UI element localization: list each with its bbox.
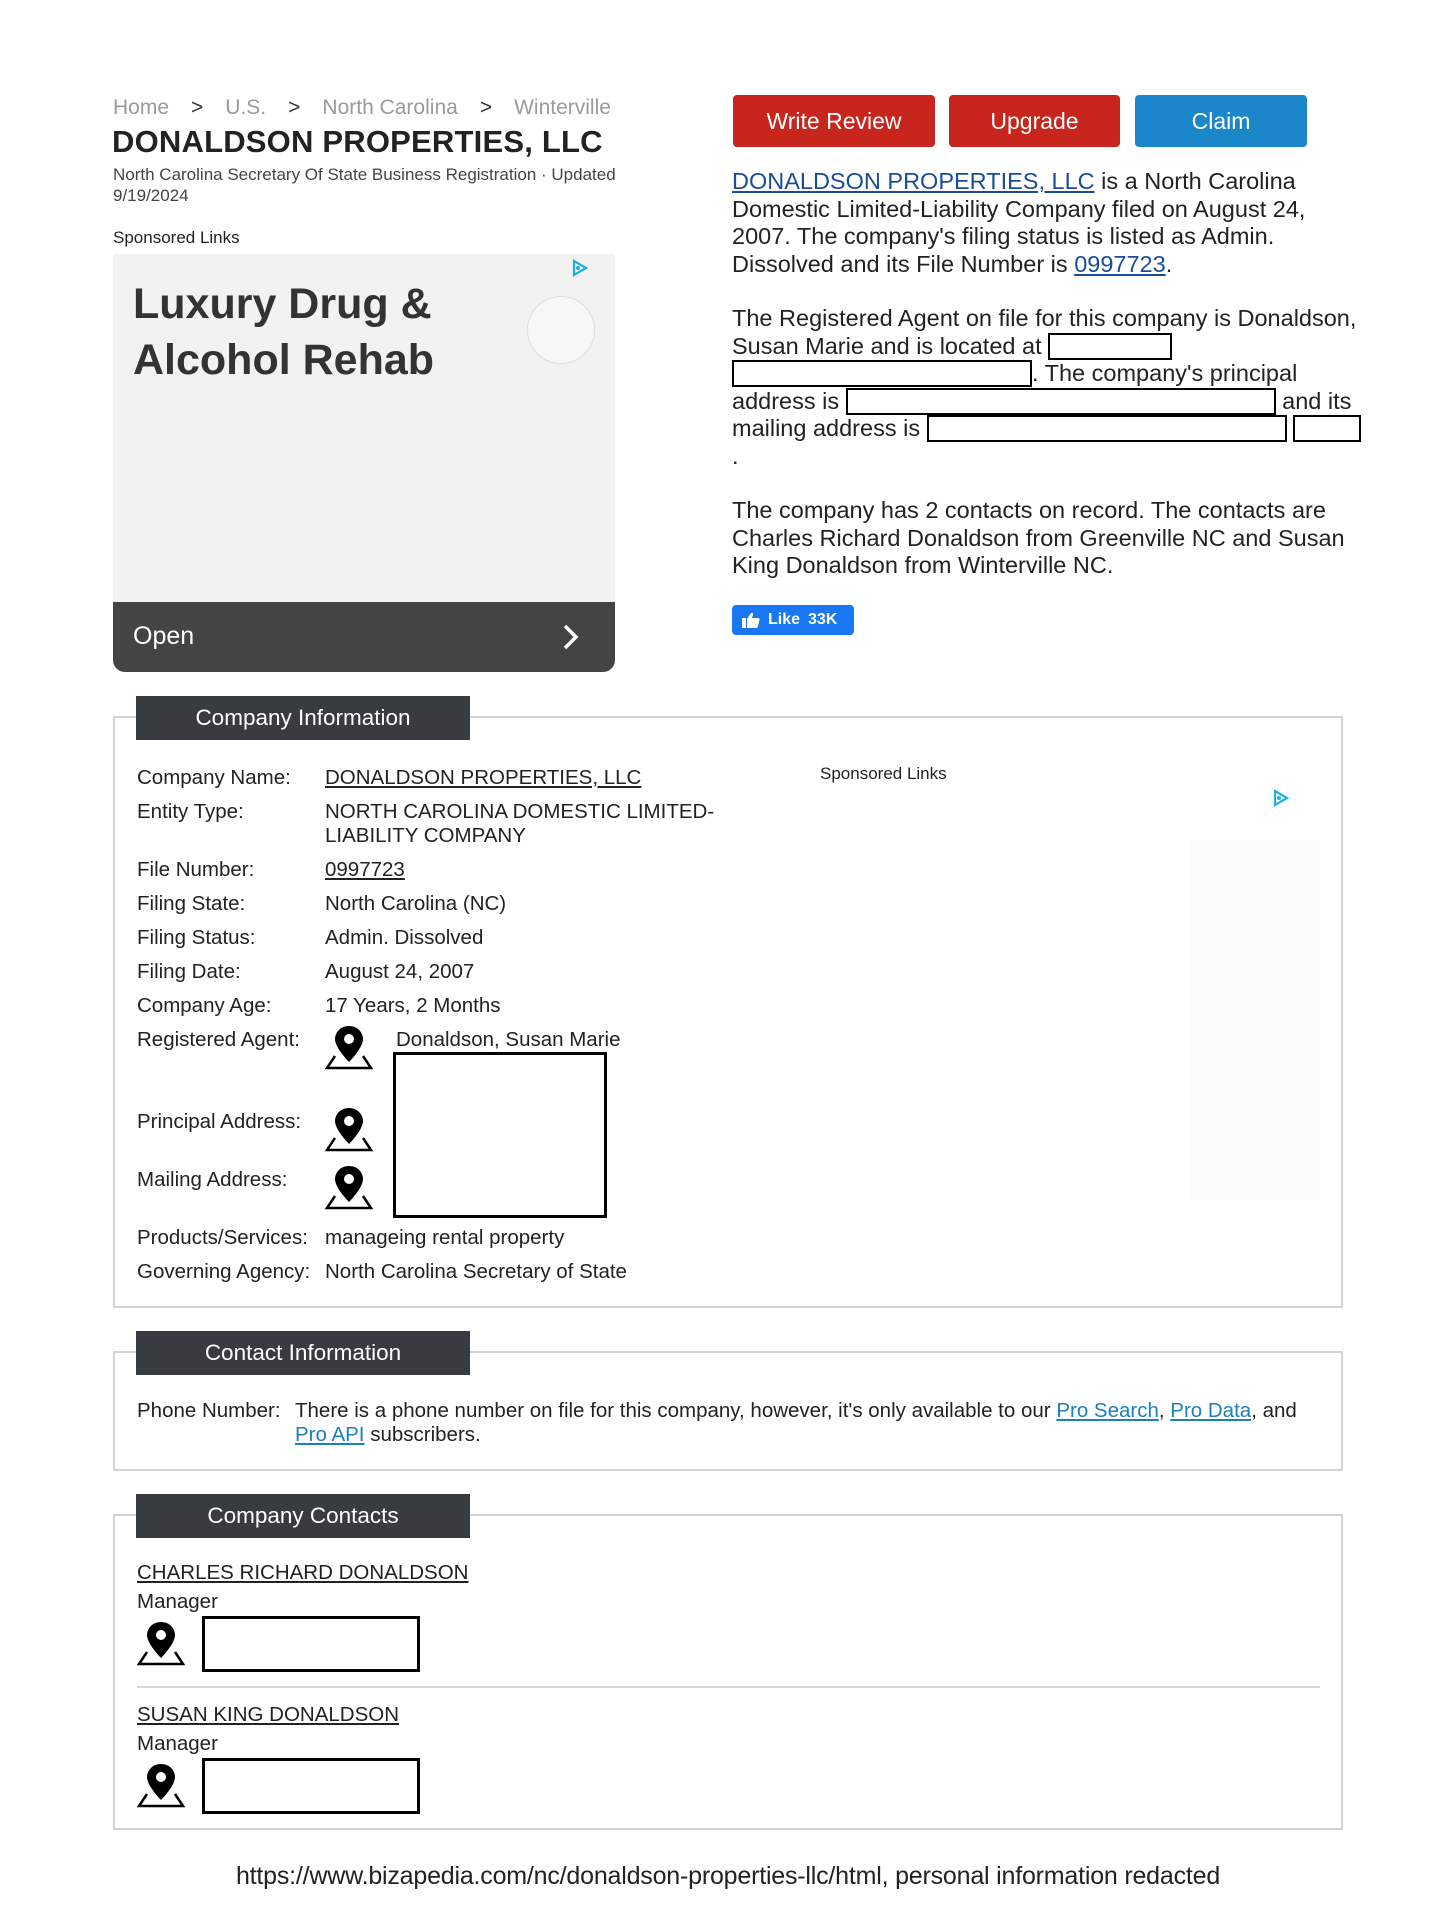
breadcrumb-separator: > [191, 96, 204, 119]
source-caption: https://www.bizapedia.com/nc/donaldson-properties-llc/html, personal information redacted [235, 1862, 1221, 1890]
filing-state-label: Filing State: [137, 892, 246, 915]
redacted-box [732, 360, 1032, 387]
governing-agency-label: Governing Agency: [137, 1260, 311, 1283]
company-age-label: Company Age: [137, 994, 272, 1017]
sidebar-ad[interactable] [1190, 840, 1320, 1200]
map-pin-icon[interactable] [324, 1024, 374, 1070]
redacted-address-box [202, 1758, 420, 1814]
map-pin-icon[interactable] [136, 1620, 186, 1666]
filing-state-value: North Carolina (NC) [325, 892, 507, 915]
summary-text: and its mailing address is [732, 387, 1352, 441]
company-name-link[interactable]: DONALDSON PROPERTIES, LLC [732, 168, 1095, 194]
like-label: Like [768, 611, 801, 628]
thumbs-up-icon [742, 612, 760, 628]
registered-agent-label: Registered Agent: [137, 1028, 300, 1051]
governing-agency-value: North Carolina Secretary of State [325, 1260, 627, 1283]
phone-note-text: , [1158, 1399, 1171, 1422]
breadcrumb-separator: > [479, 96, 493, 119]
breadcrumb-city[interactable]: Winterville [514, 96, 611, 119]
contact-role: Manager [137, 1732, 218, 1755]
contact-name-link[interactable]: CHARLES RICHARD DONALDSON [137, 1561, 469, 1584]
summary-paragraph [732, 168, 1362, 278]
entity-type-label: Entity Type: [137, 800, 244, 823]
breadcrumb [113, 96, 611, 120]
redacted-box [927, 415, 1287, 442]
ad-open-bar[interactable] [113, 602, 615, 672]
sponsored-links-label: Sponsored Links [820, 764, 947, 783]
filing-date-label: Filing Date: [137, 960, 241, 983]
ad-title: Luxury Drug & Alcohol Rehab [133, 280, 435, 384]
company-age-value: 17 Years, 2 Months [325, 994, 501, 1017]
summary-paragraph [732, 305, 1362, 470]
map-pin-icon[interactable] [136, 1762, 186, 1808]
write-review-button[interactable]: Write Review [733, 95, 935, 147]
redacted-box [1048, 333, 1172, 360]
adchoices-icon[interactable] [1271, 788, 1291, 808]
filing-date-value: August 24, 2007 [325, 960, 475, 983]
phone-note-text: subscribers. [364, 1423, 481, 1446]
summary-paragraph: The company has 2 contacts on record. The contacts are Charles Richard Donaldson from Greenville NC and Susan King Donaldson from Winterville NC. [732, 497, 1345, 578]
company-summary [732, 168, 1362, 607]
pro-api-link[interactable]: Pro API [295, 1423, 365, 1446]
products-services-value: manageing rental property [325, 1226, 565, 1249]
page-subtitle: North Carolina Secretary Of State Business Registration · Updated 9/19/2024 [113, 165, 616, 205]
phone-note-text: , and [1251, 1399, 1297, 1422]
breadcrumb-state[interactable]: North Carolina [322, 96, 458, 119]
entity-type-value: NORTH CAROLINA DOMESTIC LIMITED-LIABILITY COMPANY [325, 800, 715, 847]
chevron-right-icon [555, 622, 585, 652]
claim-button[interactable]: Claim [1135, 95, 1307, 147]
summary-text: . The company's principal address is [732, 360, 1298, 414]
ad-banner[interactable] [113, 254, 615, 672]
contact-information-header: Contact Information [136, 1331, 470, 1375]
filing-status-value: Admin. Dissolved [325, 926, 484, 949]
file-number-link[interactable]: 0997723 [1074, 250, 1166, 277]
page-title: DONALDSON PROPERTIES, LLC [112, 124, 603, 159]
like-count: 33K [808, 611, 838, 628]
phone-number-label: Phone Number: [137, 1399, 281, 1422]
phone-number-value [295, 1399, 1325, 1447]
adchoices-icon[interactable] [570, 258, 590, 278]
summary-text: . [1165, 250, 1173, 277]
map-pin-icon[interactable] [324, 1106, 374, 1152]
principal-address-label: Principal Address: [137, 1110, 302, 1133]
summary-text: is a North Carolina Domestic Limited-Liability Company filed on August 24, 2007. The company's filing status is listed as Admin. Dissolved and its File Number is [732, 168, 1306, 277]
company-contacts-header: Company Contacts [136, 1494, 470, 1538]
sponsored-links-label: Sponsored Links [113, 228, 240, 247]
breadcrumb-separator: > [288, 96, 301, 119]
contact-role: Manager [137, 1590, 218, 1613]
breadcrumb-us[interactable]: U.S. [225, 96, 267, 119]
products-services-label: Products/Services: [137, 1226, 308, 1249]
redacted-address-box [202, 1616, 420, 1672]
upgrade-button[interactable]: Upgrade [949, 95, 1120, 147]
registered-agent-value: Donaldson, Susan Marie [396, 1028, 621, 1051]
file-number-label: File Number: [137, 858, 255, 881]
company-name-label: Company Name: [137, 766, 291, 789]
facebook-like-button[interactable] [732, 605, 854, 635]
redacted-box [1293, 415, 1361, 442]
company-name-value-link[interactable]: DONALDSON PROPERTIES, LLC [325, 766, 642, 789]
ad-open-label: Open [133, 622, 195, 650]
ad-logo [527, 296, 595, 364]
summary-text: The Registered Agent on file for this company is Donaldson, Susan Marie and is located at [732, 305, 1357, 359]
contact-name-link[interactable]: SUSAN KING DONALDSON [137, 1703, 399, 1726]
breadcrumb-home[interactable]: Home [113, 96, 170, 119]
redacted-address-box [393, 1052, 607, 1218]
file-number-value-link[interactable]: 0997723 [325, 858, 405, 881]
mailing-address-label: Mailing Address: [137, 1168, 288, 1191]
company-information-header: Company Information [136, 696, 470, 740]
phone-note-text: There is a phone number on file for this company, however, it's only available to our [295, 1399, 1057, 1422]
contact-divider [137, 1686, 1320, 1688]
redacted-box [846, 388, 1276, 415]
pro-search-link[interactable]: Pro Search [1056, 1399, 1159, 1422]
summary-text: . [732, 442, 739, 469]
filing-status-label: Filing Status: [137, 926, 256, 949]
map-pin-icon[interactable] [324, 1164, 374, 1210]
pro-data-link[interactable]: Pro Data [1170, 1399, 1252, 1422]
